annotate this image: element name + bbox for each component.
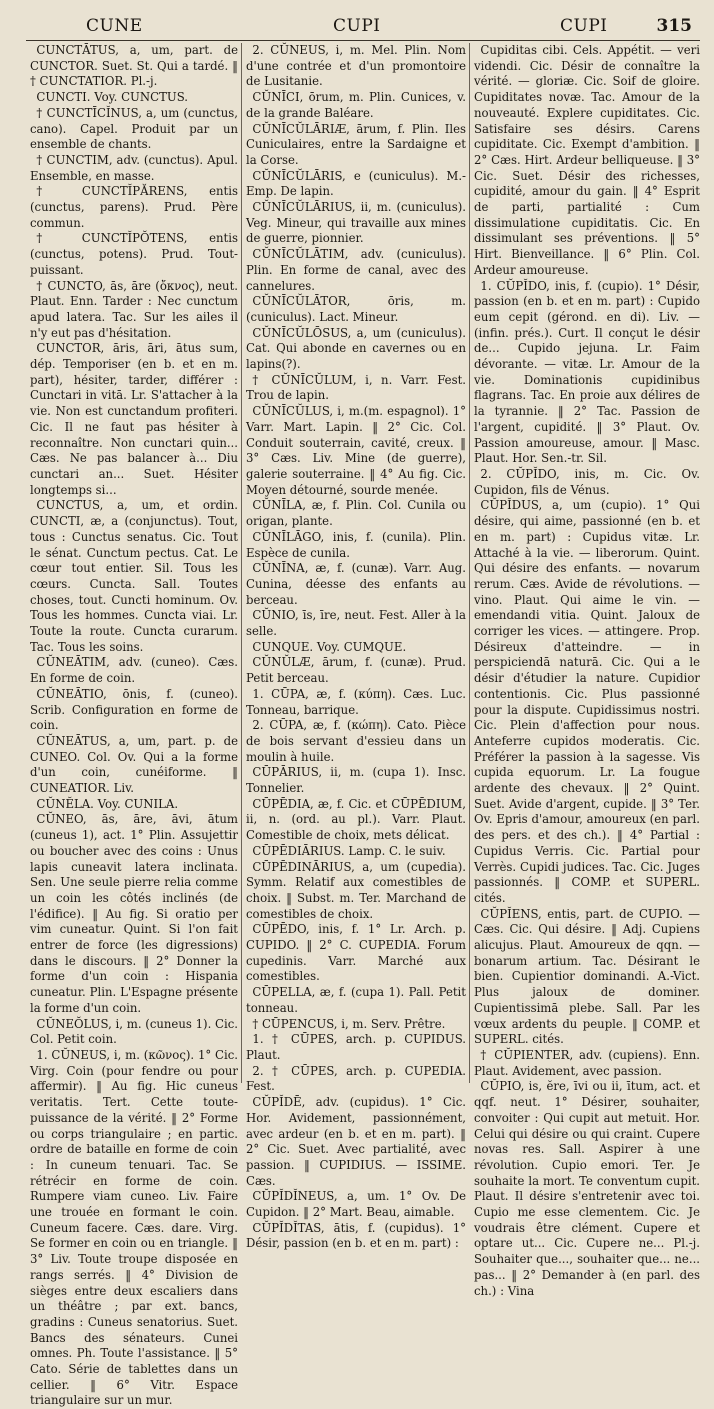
dictionary-entry: CŬPIO, is, ĕre, īvi ou ii, ītum, act. et qqf. neut. 1° Désirer, souhaiter, convoiter : Qui cupit aut metuit. Hor. Celui qui désire ou qui craint. Cupere novas res. Sall. Aspirer à une révolution. Cupio emori. Ter. Je souhaite la mort. Te conventum cupit. Plaut. Il désire s'entretenir avec toi. Cupio me esse clementem. Cic. Je voudrais être clément. Cupere et optare ut... Cic. Cupere ne... Pl.-j. Souhaiter que..., souhaiter que... ne... pas... ‖ 2° Demander à (en parl. des ch.) : Vina	[474, 1079, 700, 1298]
dictionary-entry: † CŬPIENTER, adv. (cupiens). Enn. Plaut. Avidement, avec passion.	[474, 1048, 700, 1078]
dictionary-entry: CŬPĬDĬTAS, ātis, f. (cupidus). 1° Désir, passion (en b. et en m. part) :	[246, 1220, 466, 1251]
page-number: 315	[656, 16, 692, 36]
dictionary-entry: † CUNCTIM, adv. (cunctus). Apul. Ensemble, en masse.	[30, 152, 238, 183]
dictionary-entry: CUNCTĀTUS, a, um, part. de CUNCTOR. Suet. St. Qui a tardé. ‖ † CUNCTATIOR. Pl.-j.	[30, 43, 238, 89]
column-divider-left	[241, 43, 242, 1083]
dictionary-entry: CUNQUE. Voy. CUMQUE.	[252, 639, 407, 654]
dictionary-entry: CŬPĬDĒ, adv. (cupidus). 1° Cic. Hor. Avidement, passionnément, avec ardeur (en b. et en m. part). ‖ 2° Cic. Suet. Avec partialité, avec passion. ‖ CUPIDIUS. — ISSIME. Cæs.	[246, 1095, 466, 1188]
dictionary-entry: CŬNĪNA, æ, f. (cunæ). Varr. Aug. Cunina, déesse des enfants au berceau.	[246, 561, 466, 607]
dictionary-entry: CŪPĒDINĀRIUS, a, um (cupedia). Symm. Relatif aux comestibles de choix. ‖ Subst. m. Ter. Marchand de comestibles de choix.	[246, 859, 466, 921]
dictionary-entry: † CUNCTĪCĬNUS, a, um (cunctus, cano). Capel. Produit par un ensemble de chants.	[30, 105, 238, 152]
dictionary-entry: CŬNĪCŬLĀRIÆ, ārum, f. Plin. Iles Cuniculaires, entre la Sardaigne et la Corse.	[246, 121, 466, 167]
dictionary-entry: CŬPĬDĬNEUS, a, um. 1° Ov. De Cupidon. ‖ 2° Mart. Beau, aimable.	[246, 1189, 466, 1220]
dictionary-entry: 1. CŬPĬDO, inis, f. (cupio). 1° Désir, passion (en b. et en m. part) : Cupido eum cepit (gérond. en di). Liv. — (infin. prés.). Curt. Il conçut le désir de... Cupido jejuna. Lr. Faim dévorante. — vitæ. Lr. Amour de la vie. Dominationis cupidinibus flagrans. Tac. En proie aux délires de la tyrannie. ‖ 2° Tac. Passion de l'argent, cupidité. ‖ 3° Plaut. Ov. Passion amoureuse, amour. ‖ Masc. Plaut. Hor. Sen.-tr. Sil.	[474, 278, 700, 466]
dictionary-entry: 2. CŬNEUS, i, m. Mel. Plin. Nom d'une contrée et d'un promontoire de Lusitanie.	[246, 43, 466, 89]
dictionary-entry: † CŬNĪCŬLUM, i, n. Varr. Fest. Trou de lapin.	[246, 372, 466, 403]
dictionary-entry: 1. CŪPA, æ, f. (κύπη). Cæs. Luc. Tonneau, barrique.	[246, 686, 466, 717]
dictionary-entry: 2. CŬPĬDO, inis, m. Cic. Ov. Cupidon, fils de Vénus.	[474, 466, 700, 497]
dictionary-entry: CŪPĒDIA, æ, f. Cic. et CŪPĒDIUM, ii, n. (ord. au pl.). Varr. Plaut. Comestible de choix, mets délicat.	[246, 796, 466, 843]
dictionary-entry: CŬNĪCŬLUS, i, m.(m. espagnol). 1° Varr. Mart. Lapin. ‖ 2° Cic. Col. Conduit souterrain, cavité, creux. ‖ 3° Cæs. Liv. Mine (de guerre), galerie souterraine. ‖ 4° Au fig. Cic. Moyen détourné, sourde menée.	[246, 404, 466, 497]
dictionary-entry: CUNCTOR, āris, āri, ātus sum, dép. Temporiser (en b. et en m. part), hésiter, tarder, différer : Cunctari in vitā. Lr. S'attacher à la vie. Non est cunctandum profiteri. Cic. Il ne faut pas hésiter à reconnaître. Non cunctari quin... Cæs. Ne pas balancer à... Diu cunctari an... Suet. Hésiter longtemps si...	[30, 341, 238, 497]
dictionary-entry: CŬNĪCŬLĀRIUS, ii, m. (cuniculus). Veg. Mineur, qui travaille aux mines de guerre, pionnier.	[246, 200, 466, 246]
dictionary-entry: CŬNIO, īs, īre, neut. Fest. Aller à la selle.	[246, 608, 466, 639]
dictionary-entry: CŬNEĀTUS, a, um, part. p. de CUNEO. Col. Ov. Qui a la forme d'un coin, cunéiforme. ‖ CUNEATIOR. Liv.	[30, 733, 238, 796]
header-guide-word-right: CUPI	[560, 16, 608, 36]
column-middle	[246, 43, 466, 1251]
dictionary-entry: 1. † CŪPES, arch. p. CUPIDUS. Plaut.	[246, 1032, 466, 1062]
header-guide-word-left: CUNE	[86, 16, 143, 36]
header-rule	[26, 40, 700, 41]
dictionary-entry: 1. CŬNEUS, i, m. (κῶνος). 1° Cic. Virg. Coin (pour fendre ou pour affermir). ‖ Au fig. Hic cuneus veritatis. Tert. Cette toute-puissance de la vérité. ‖ 2° Forme ou corps triangulaire ; en partic. ordre de bataille en forme de coin : In cuneum tenuari. Tac. Se rétrécir en forme de coin. Rumpere viam cuneo. Liv. Faire une trouée en formant le coin. Cuneum facere. Cæs. dare. Virg. Se former en coin ou en triangle. ‖ 3° Liv. Toute troupe disposée en rangs serrés. ‖ 4° Division de sièges entre deux escaliers dans un théâtre ; par ext. bancs, gradins : Cuneus senatorius. Suet. Bancs des sénateurs. Cunei omnes. Ph. Toute l'assistance. ‖ 5° Cato. Série de tablettes dans un cellier. ‖ 6° Vitr. Espace triangulaire sur un mur.	[30, 1048, 238, 1408]
dictionary-entry: CŪPĒDO, inis, f. 1° Lr. Arch. p. CUPIDO. ‖ 2° C. CUPEDIA. Forum cupedinis. Varr. Marché aux comestibles.	[246, 922, 466, 984]
running-header	[0, 16, 714, 38]
dictionary-entry: CŬNĪLĀGO, inis, f. (cunila). Plin. Espèce de cunila.	[246, 529, 466, 560]
dictionary-entry: CŬNĪCŬLŌSUS, a, um (cuniculus). Cat. Qui abonde en cavernes ou en lapins(?).	[246, 325, 466, 372]
dictionary-entry: CŬNEĀTIM, adv. (cuneo). Cæs. En forme de coin.	[30, 655, 238, 686]
dictionary-entry: CŬNEŎLUS, i, m. (cuneus 1). Cic. Col. Petit coin.	[30, 1016, 238, 1047]
dictionary-entry: CŬNĔLA. Voy. CUNILA.	[36, 796, 179, 811]
column-divider-right	[469, 43, 470, 1083]
dictionary-entry: † CUNCTO, ās, āre (ὄκνος), neut. Plaut. Enn. Tarder : Nec cunctum apud latera. Tac. Sur les ailes il n'y eut pas d'hésitation.	[30, 278, 238, 340]
header-guide-word-middle: CUPI	[333, 16, 381, 36]
dictionary-entry: CŬNĪCŬLĀTOR, ōris, m. (cuniculus). Lact. Mineur.	[246, 294, 466, 324]
dictionary-entry: CŬNEĀTIO, ōnis, f. (cuneo). Scrib. Configuration en forme de coin.	[30, 686, 238, 733]
dictionary-entry: CŪPĀRIUS, ii, m. (cupa 1). Insc. Tonnelier.	[246, 765, 466, 796]
dictionary-entry: CŬNĪLA, æ, f. Plin. Col. Cunila ou origan, plante.	[246, 498, 466, 529]
dictionary-entry: 2. † CŪPES, arch. p. CUPEDIA. Fest.	[246, 1063, 466, 1094]
dictionary-entry: CŬPĬDUS, a, um (cupio). 1° Qui désire, qui aime, passionné (en b. et en m. part) : Cupidus vitæ. Lr. Attaché à la vie. — liberorum. Quint. Qui désire des enfants. — novarum rerum. Cæs. Avide de révolutions. — vino. Plaut. Qui aime le vin. — emendandi vitia. Quint. Jaloux de corriger les vices. — attingere. Prop. Désireux d'atteindre. — in perspiciendā naturā. Cic. Qui a le désir d'étudier la nature. Cupidior contentionis. Cic. Plus passionné pour la dispute. Cupidissimus nostri. Cic. Plein d'affection pour nous. Anteferre cupidos moderatis. Cic. Préférer la passion à la sagesse. Vis cupida equorum. Lr. La fougue ardente des chevaux. ‖ 2° Quint. Suet. Avide d'argent, cupide. ‖ 3° Ter. Ov. Epris d'amour, amoureux (en parl. des pers. et des ch.). ‖ 4° Partial : Cupidus Verris. Cic. Partial pour Verrès. Cupidi judices. Tac. Cic. Juges passionnés. ‖ COMP. et SUPERL. cités.	[474, 498, 700, 905]
dictionary-entry: Cupiditas cibi. Cels. Appétit. — veri videndi. Cic. Désir de connaître la vérité. — gloriæ. Cic. Soif de gloire. Cupiditates novæ. Tac. Amour de la nouveauté. Explere cupiditates. Cic. Satisfaire ses désirs. Carens cupiditate. Cic. Exempt d'ambition. ‖ 2° Cæs. Hirt. Ardeur belliqueuse. ‖ 3° Cic. Suet. Désir des richesses, cupidité, amour du gain. ‖ 4° Esprit de parti, partialité : Cum dissimulatione cupiditatis. Cic. En dissimulant ses préventions. ‖ 5° Hirt. Bienveillance. ‖ 6° Plin. Col. Ardeur amoureuse.	[474, 43, 700, 277]
dictionary-entry: CŬNĪCI, ōrum, m. Plin. Cunices, v. de la grande Baléare.	[246, 90, 466, 120]
dictionary-entry: † CŪPENCUS, i, m. Serv. Prêtre.	[252, 1016, 446, 1031]
dictionary-entry: CŪPELLA, æ, f. (cupa 1). Pall. Petit tonneau.	[246, 985, 466, 1015]
column-right	[474, 43, 700, 1298]
dictionary-entry: CŬNEO, ās, āre, āvi, ātum (cuneus 1), act. 1° Plin. Assujettir ou boucher avec des coins : Unus lapis cuneavit latera inclinata. Sen. Une seule pierre relia comme un coin les côtés inclinés (de l'édifice). ‖ Au fig. Si oratio per vim cuneatur. Quint. Si l'on fait entrer de force (les digressions) dans le discours. ‖ 2° Donner la forme d'un coin : Hispania cuneatur. Plin. L'Espagne présente la forme d'un coin.	[30, 812, 238, 1015]
dictionary-entry: CUNCTUS, a, um, et ordin. CUNCTI, æ, a (conjunctus). Tout, tous : Cunctus senatus. Cic. Tout le sénat. Cunctum pectus. Cat. Le cœur tout entier. Sil. Tous les cœurs. Cuncta. Sall. Toutes choses, tout. Cuncti hominum. Ov. Tous les hommes. Cuncta viai. Lr. Toute la route. Cuncta curarum. Tac. Tous les soins.	[30, 498, 238, 654]
dictionary-entry: CŬNŬLÆ, ārum, f. (cunæ). Prud. Petit berceau.	[246, 655, 466, 686]
dictionary-entry: † CUNCTĬPŎTENS, entis (cunctus, potens). Prud. Tout-puissant.	[30, 231, 238, 277]
dictionary-entry: CŪPĒDIĀRIUS. Lamp. C. le suiv.	[252, 843, 446, 858]
dictionary-entry: † CUNCTĬPĂRENS, entis (cunctus, parens). Prud. Père commun.	[30, 184, 238, 230]
column-left	[30, 43, 238, 1408]
dictionary-entry: CUNCTI. Voy. CUNCTUS.	[36, 90, 189, 105]
dictionary-entry: CŬNĪCŬLĀRIS, e (cuniculus). M.-Emp. De lapin.	[246, 168, 466, 199]
dictionary-entry: 2. CŪPA, æ, f. (κώπη). Cato. Pièce de bois servant d'essieu dans un moulin à huile.	[246, 718, 466, 764]
dictionary-entry: CŬNĪCŬLĀTIM, adv. (cuniculus). Plin. En forme de canal, avec des cannelures.	[246, 247, 466, 293]
dictionary-entry: CŬPĬENS, entis, part. de CUPIO. — Cæs. Cic. Qui désire. ‖ Adj. Cupiens alicujus. Plaut. Amoureux de qqn. — bonarum artium. Tac. Désirant le bien. Cupientior dominandi. A.-Vict. Plus jaloux de dominer. Cupientissimā plebe. Sall. Par les vœux ardents du peuple. ‖ COMP. et SUPERL. cités.	[474, 906, 700, 1047]
